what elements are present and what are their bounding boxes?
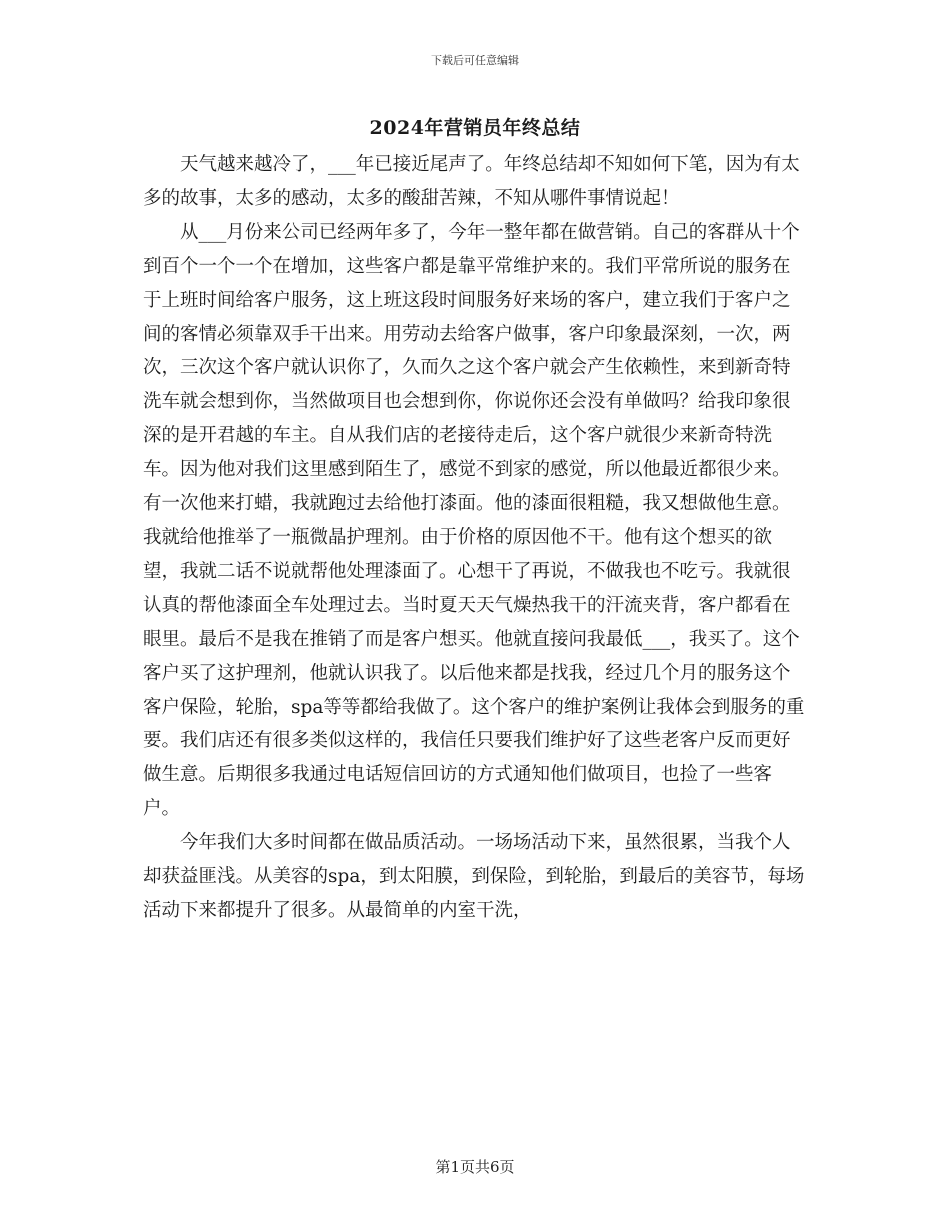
document-body [143, 148, 807, 928]
paragraph: 今年我们大多时间都在做品质活动。一场场活动下来，虽然很累，当我个人却获益匪浅。从美容的spa，到太阳膜，到保险，到轮胎，到最后的美容节，每场活动下来都提升了很多。从最简单的内室干洗， [143, 832, 805, 921]
page-header-note: 下载后可任意编辑 [431, 54, 519, 67]
paragraph: 天气越来越冷了，___年已接近尾声了。年终总结却不知如何下笔，因为有太多的故事，太多的感动，太多的酸甜苦辣，不知从哪件事情说起！ [143, 154, 800, 209]
paragraph: 从___月份来公司已经两年多了，今年一整年都在做营销。自己的客群从十个到百个一个一个在增加，这些客户都是靠平常维护来的。我们平常所说的服务在于上班时间给客户服务，这上班这段时间服务好来场的客户，建立我们于客户之间的客情必须靠双手干出来。用劳动去给客户做事，客户印象最深刻，一次，两次，三次这个客户就认识你了，久而久之这个客户就会产生依赖性，来到新奇特洗车就会想到你，当然做项目也会想到你，你说你还会没有单做吗？给我印象很深的是开君越的车主。自从我们店的老接待走后，这个客户就很少来新奇特洗车。因为他对我们这里感到陌生了，感觉不到家的感觉，所以他最近都很少来。有一次他来打蜡，我就跑过去给他打漆面。他的漆面很粗糙，我又想做他生意。我就给他推举了一瓶微晶护理剂。由于价格的原因他不干。他有这个想买的欲望，我就二话不说就帮他处理漆面了。心想干了再说，不做我也不吃亏。我就很认真的帮他漆面全车处理过去。当时夏天天气燥热我干的汗流夹背，客户都看在眼里。最后不是我在推销了而是客户想买。他就直接问我最低___，我买了。这个客户买了这护理剂，他就认识我了。以后他来都是找我，经过几个月的服务这个客户保险，轮胎，spa等等都给我做了。这个客户的维护案例让我体会到服务的重要。我们店还有很多类似这样的，我信任只要我们维护好了这些老客户反而更好做生意。后期很多我通过电话短信回访的方式通知他们做项目，也捡了一些客户。 [143, 221, 805, 820]
page-number: 第1页共6页 [435, 1158, 515, 1176]
document-title: 2024年营销员年终总结 [369, 117, 581, 139]
